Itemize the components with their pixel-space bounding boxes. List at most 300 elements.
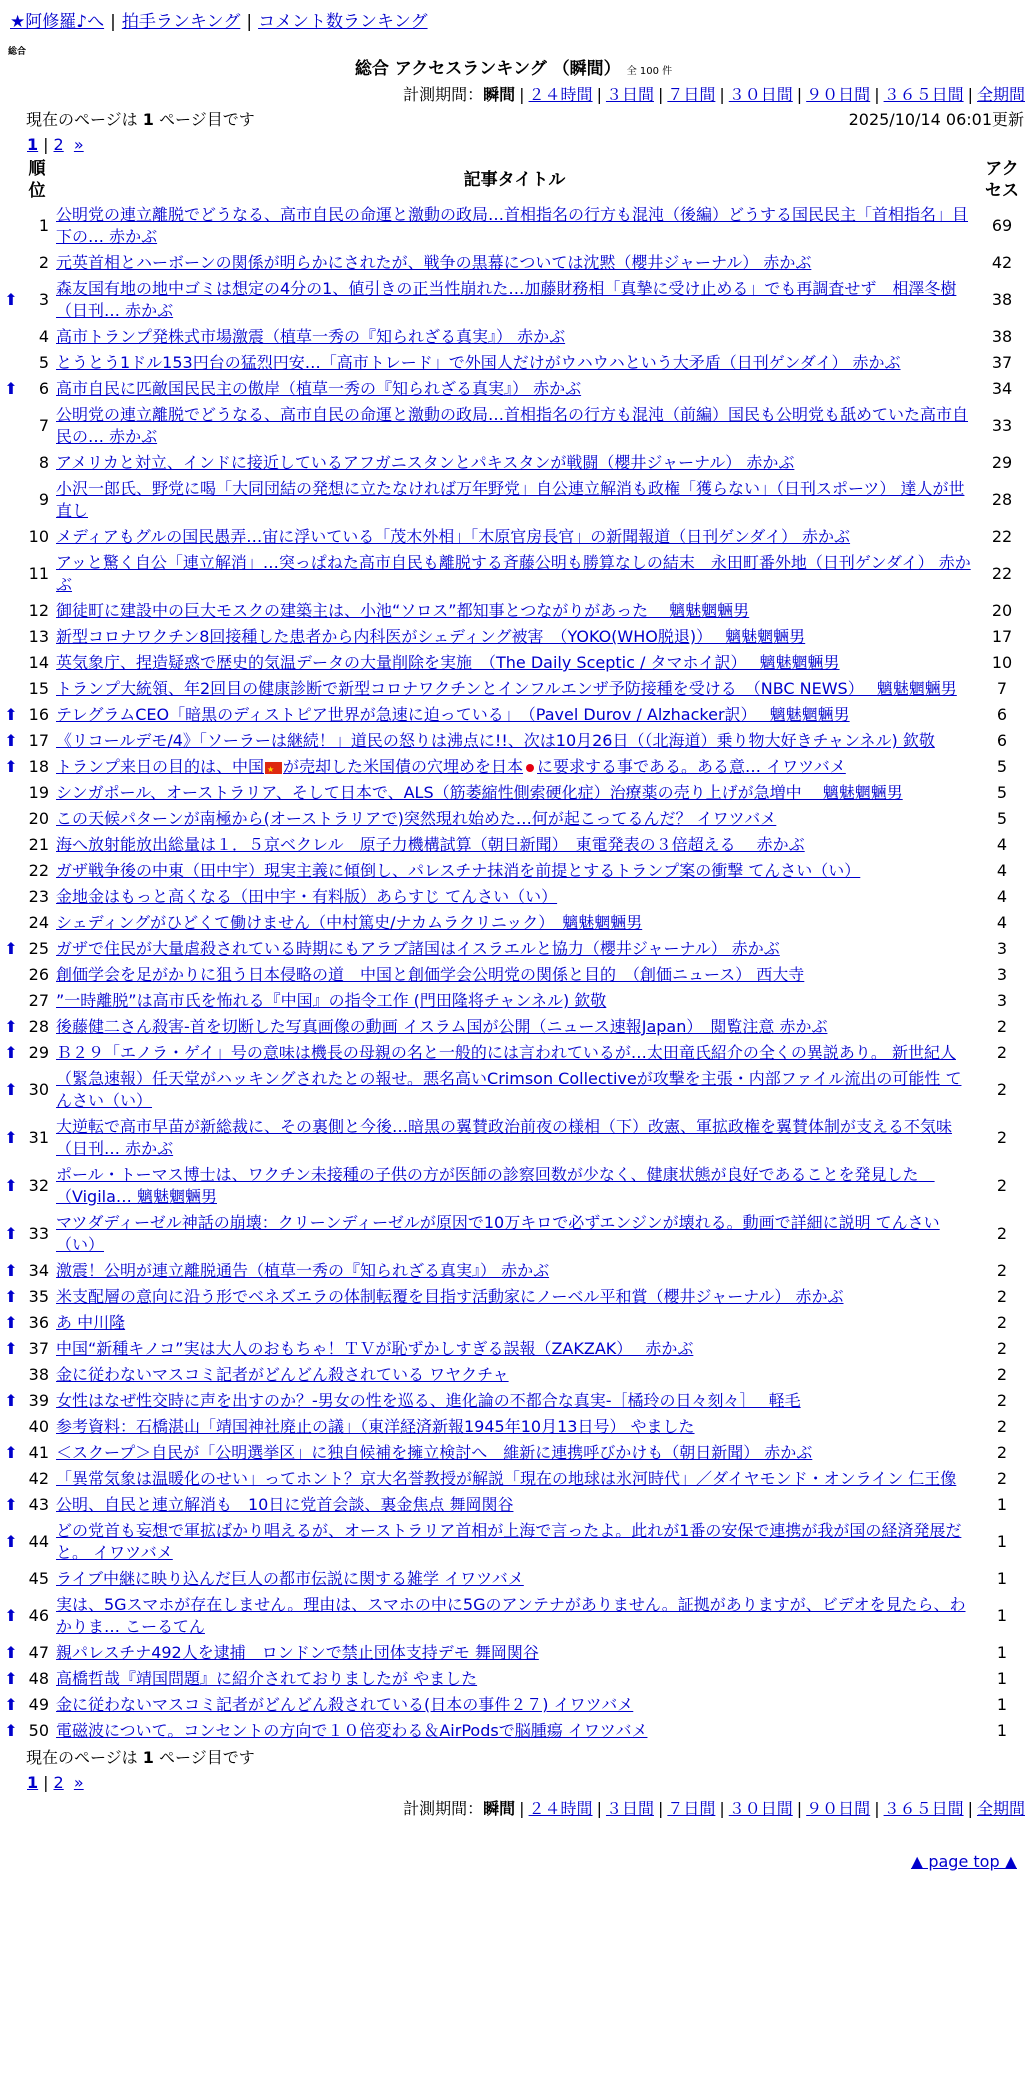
- article-link[interactable]: 小沢一郎氏、野党に喝「大同団結の発想に立たなければ万年野党」自公連立解消も政権「獲らない」（日刊スポーツ） 達人が世直し: [56, 479, 965, 520]
- rank-up-arrow-icon: ⬆: [4, 1043, 18, 1062]
- table-row: [0, 250, 1027, 276]
- access-count: 10: [991, 653, 1013, 672]
- rank-number: 13: [28, 627, 49, 646]
- rank-number: 41: [28, 1443, 49, 1462]
- article-link[interactable]: あ 中川隆: [56, 1313, 126, 1332]
- rank-change-cell: [0, 202, 22, 250]
- ranking-table: [0, 158, 1027, 1744]
- article-title-cell: [52, 1258, 977, 1284]
- rank-number: 20: [28, 809, 49, 828]
- access-count: 2: [996, 1224, 1008, 1243]
- rank-number: 6: [38, 379, 49, 398]
- access-count: 1: [996, 1643, 1008, 1662]
- article-link[interactable]: 米支配層の意向に沿う形でベネズエラの体制転覆を目指す活動家にノーベル平和賞（櫻井ジャーナル） 赤かぶ: [56, 1287, 844, 1306]
- rank-change-cell: [0, 1566, 22, 1592]
- rank-number: 21: [28, 835, 49, 854]
- table-row: [0, 1388, 1027, 1414]
- period-link[interactable]: ９０日間: [806, 1799, 871, 1818]
- rank-number: 28: [28, 1017, 49, 1036]
- rank-number: 30: [28, 1080, 49, 1099]
- table-row: [0, 550, 1027, 598]
- access-count: 3: [996, 939, 1008, 958]
- access-count: 7: [996, 679, 1008, 698]
- rank-number: 38: [28, 1365, 49, 1384]
- table-row: [0, 1114, 1027, 1162]
- article-link[interactable]: 森友国有地の地中ゴミは想定の4分の1、値引きの正当性崩れた…加藤財務相「真摯に受け止める」でも再調査せず 相澤冬樹（日刊… 赤かぶ: [56, 279, 957, 320]
- article-title-cell: [52, 1310, 977, 1336]
- period-separator: |: [719, 85, 725, 104]
- nav-separator: |: [110, 12, 116, 32]
- article-title-cell: [52, 250, 977, 276]
- article-link[interactable]: 金に従わないマスコミ記者がどんどん殺されている ワヤクチャ: [56, 1365, 509, 1384]
- article-link[interactable]: この天候パターンが南極から(オーストラリアで)突然現れ始めた…何が起こってるんだ？ イワツバメ: [56, 809, 777, 828]
- period-link[interactable]: ７日間: [667, 85, 716, 104]
- clap-ranking-link[interactable]: 拍手ランキング: [121, 12, 241, 32]
- rank-change-cell: [0, 936, 22, 962]
- table-row: [0, 376, 1027, 402]
- article-link[interactable]: 《リコールデモ/4》「ソーラーは継続！」道民の怒りは沸点に!!、次は10月26日（（北海道）乗り物大好きチャンネル) 欽敬: [56, 731, 935, 750]
- next-page-link[interactable]: »: [73, 135, 84, 154]
- rank-change-cell: [0, 858, 22, 884]
- article-link[interactable]: ＜スクープ＞自民が「公明選挙区」に独自候補を擁立検討へ 維新に連携呼びかけも（朝日新聞） 赤かぶ: [56, 1443, 813, 1462]
- rank-number: 5: [38, 353, 49, 372]
- access-count: 2: [996, 1469, 1008, 1488]
- access-count: 33: [991, 416, 1013, 435]
- rank-change-cell: [0, 550, 22, 598]
- rank-change-cell: [0, 1362, 22, 1388]
- access-count: 6: [996, 705, 1008, 724]
- table-row: [0, 598, 1027, 624]
- period-separator: |: [796, 1799, 803, 1818]
- article-link[interactable]: 金地金はもっと高くなる（田中宇・有料版）あらすじ てんさい（い）: [56, 887, 558, 906]
- rank-up-arrow-icon: ⬆: [4, 939, 18, 958]
- table-row: [0, 780, 1027, 806]
- article-link[interactable]: 高橋哲哉『靖国問題』に紹介されておりましたが やました: [56, 1669, 478, 1688]
- article-title-cell: [52, 450, 977, 476]
- rank-number: 27: [28, 991, 49, 1010]
- access-count: 28: [991, 490, 1013, 509]
- article-title-cell: [52, 1718, 977, 1744]
- current-page-text: 現在のページは 1 ページ目です: [26, 1748, 255, 1767]
- article-title-cell: [52, 1440, 977, 1466]
- article-link[interactable]: 「異常気象は温暖化のせい」ってホント？京大名誉教授が解説「現在の地球は氷河時代」／ダイヤモンド・オンライン 仁王像: [56, 1469, 957, 1488]
- article-link[interactable]: ガザ戦争後の中東（田中宇）現実主義に傾倒し、パレスチナ抹消を前提とするトランプ案の衝撃 てんさい（い）: [56, 861, 861, 880]
- period-link[interactable]: ３日間: [605, 1799, 654, 1818]
- table-row: [0, 1440, 1027, 1466]
- table-row: [0, 1566, 1027, 1592]
- rank-change-cell: [0, 1114, 22, 1162]
- access-count: 69: [991, 216, 1013, 235]
- article-title-cell: [52, 702, 977, 728]
- rank-number: 12: [28, 601, 49, 620]
- comment-ranking-link[interactable]: コメント数ランキング: [258, 12, 428, 32]
- article-link[interactable]: （緊急速報）任天堂がハッキングされたとの報せ。悪名高いCrimson Collectiveが攻撃を主張・内部ファイル流出の可能性 てんさい（い）: [56, 1069, 962, 1110]
- page-1-link[interactable]: 1: [27, 1773, 39, 1792]
- table-row: [0, 1210, 1027, 1258]
- table-row: [0, 1162, 1027, 1210]
- access-count: 4: [996, 861, 1008, 880]
- rank-number: 45: [28, 1569, 49, 1588]
- rank-change-cell: [0, 832, 22, 858]
- table-row: [0, 936, 1027, 962]
- pager-separator: |: [43, 135, 49, 154]
- period-current: 瞬間: [483, 1799, 516, 1818]
- access-count: 5: [996, 783, 1008, 802]
- rank-change-cell: [0, 806, 22, 832]
- table-row: [0, 910, 1027, 936]
- table-row: [0, 1666, 1027, 1692]
- article-link[interactable]: トランプ大統領、年2回目の健康診断で新型コロナワクチンとインフルエンザ予防接種を受ける （NBC NEWS） 魑魅魍魎男: [56, 679, 957, 698]
- rank-change-cell: [0, 676, 22, 702]
- article-title-cell: [52, 1040, 977, 1066]
- rank-change-cell: [0, 1040, 22, 1066]
- rank-change-cell: [0, 402, 22, 450]
- article-link[interactable]: シェディングがひどくて働けません（中村篤史/ナカムラクリニック） 魑魅魍魎男: [56, 913, 643, 932]
- rank-number: 44: [28, 1532, 49, 1551]
- table-row: [0, 1692, 1027, 1718]
- article-link[interactable]: ライブ中継に映り込んだ巨人の都市伝説に関する雑学 イワツバメ: [56, 1569, 524, 1588]
- table-row: [0, 858, 1027, 884]
- table-row: [0, 728, 1027, 754]
- article-title-cell: [52, 1014, 977, 1040]
- access-count: 3: [996, 965, 1008, 984]
- article-link[interactable]: 元英首相とハーボーンの関係が明らかにされたが、戦争の黒幕については沈黙（櫻井ジャーナル） 赤かぶ: [56, 253, 812, 272]
- article-link[interactable]: メディアもグルの国民愚弄…宙に浮いている「茂木外相」「木原官房長官」の新聞報道（日刊ゲンダイ） 赤かぶ: [56, 527, 851, 546]
- article-link[interactable]: シンガポール、オーストラリア、そして日本で、ALS（筋萎縮性側索硬化症）治療薬の売り上げが急増中 魑魅魍魎男: [56, 783, 903, 802]
- rank-up-arrow-icon: ⬆: [4, 1261, 18, 1280]
- pager-top: [0, 132, 1027, 158]
- article-link[interactable]: 大逆転で高市早苗が新総裁に、その裏側と今後…暗黒の翼賛政治前夜の様相（下）改憲、軍拡政権を翼賛体制が支える不気味（日刊… 赤かぶ: [56, 1117, 953, 1158]
- rank-number: 40: [28, 1417, 49, 1436]
- rank-up-arrow-icon: ⬆: [4, 1695, 18, 1714]
- article-link[interactable]: 親パレスチナ492人を逮捕 ロンドンで禁止団体支持デモ 舞岡関谷: [56, 1643, 539, 1662]
- article-link[interactable]: トランプ来日の目的は、中国★ が売却した米国債の穴埋めを日本 に要求する事である。ある意… イワツバメ: [56, 757, 846, 776]
- page-title: 総合 アクセスランキング （瞬間）: [354, 59, 621, 79]
- period-link[interactable]: ３日間: [605, 85, 654, 104]
- rank-change-cell: [0, 1066, 22, 1114]
- rank-number: 9: [38, 490, 49, 509]
- page-2-link[interactable]: 2: [53, 135, 64, 154]
- rank-up-arrow-icon: ⬆: [4, 1128, 18, 1147]
- table-row: [0, 1592, 1027, 1640]
- rank-up-arrow-icon: ⬆: [4, 1643, 18, 1662]
- rank-change-cell: [0, 1518, 22, 1566]
- access-count: 2: [996, 1176, 1008, 1195]
- article-link[interactable]: 参考資料：石橋湛山「靖国神社廃止の議」（東洋経済新報1945年10月13日号） やました: [56, 1417, 695, 1436]
- access-count: 1: [996, 1721, 1008, 1740]
- rank-number: 18: [28, 757, 49, 776]
- rank-change-cell: [0, 780, 22, 806]
- rank-change-cell: [0, 702, 22, 728]
- article-title-cell: [52, 650, 977, 676]
- period-separator: |: [967, 1799, 973, 1818]
- board-label: 総合: [8, 47, 27, 57]
- article-link[interactable]: マツダディーゼル神話の崩壊：クリーンディーゼルが原因で10万キロで必ずエンジンが壊れる。動画で詳細に説明 てんさい（い）: [56, 1213, 940, 1254]
- rank-number: 2: [38, 253, 49, 272]
- rank-number: 14: [28, 653, 49, 672]
- period-link[interactable]: ９０日間: [806, 85, 871, 104]
- access-count: 4: [996, 887, 1008, 906]
- access-count: 22: [991, 564, 1013, 583]
- article-link[interactable]: どの党首も妄想で軍拡ばかり唱えるが、オーストラリア首相が上海で言ったよ。此れが1番の安保で連携が我が国の経済発展だと。 イワツバメ: [56, 1521, 962, 1562]
- period-selector-bottom: [0, 1796, 1027, 1822]
- rank-up-arrow-icon: ⬆: [4, 1017, 18, 1036]
- updated-timestamp: 2025/10/14 06:01更新: [848, 110, 1024, 129]
- period-link[interactable]: ３６５日間: [883, 85, 964, 104]
- rank-change-cell: [0, 598, 22, 624]
- article-link[interactable]: テレグラムCEO「暗黒のディストピア世界が急速に迫っている」 （Pavel Durov / Alzhacker訳） 魑魅魍魎男: [56, 705, 850, 724]
- rank-change-cell: [0, 1388, 22, 1414]
- title-column-header: 記事タイトル: [463, 170, 566, 190]
- access-count: 34: [991, 379, 1013, 398]
- rank-change-cell: [0, 476, 22, 524]
- rank-change-cell: [0, 1258, 22, 1284]
- rank-up-arrow-icon: ⬆: [4, 1495, 18, 1514]
- access-count: 6: [996, 731, 1008, 750]
- article-title-cell: [52, 1414, 977, 1440]
- period-link[interactable]: ３０日間: [728, 85, 793, 104]
- rank-number: 39: [28, 1391, 49, 1410]
- rank-number: 15: [28, 679, 49, 698]
- rank-up-arrow-icon: ⬆: [4, 1669, 18, 1688]
- article-title-cell: [52, 1492, 977, 1518]
- article-title-cell: [52, 806, 977, 832]
- table-row: [0, 754, 1027, 780]
- rank-up-arrow-icon: ⬆: [4, 290, 18, 309]
- home-link[interactable]: ★阿修羅♪へ: [10, 12, 105, 32]
- table-row: [0, 1362, 1027, 1388]
- article-title-cell: [52, 1640, 977, 1666]
- rank-up-arrow-icon: ⬆: [4, 1313, 18, 1332]
- rank-change-cell: [0, 962, 22, 988]
- period-link[interactable]: ２４時間: [528, 85, 593, 104]
- rank-number: 16: [28, 705, 49, 724]
- table-row: [0, 1040, 1027, 1066]
- article-title-cell: [52, 728, 977, 754]
- rank-change-cell: [0, 910, 22, 936]
- access-count: 1: [996, 1569, 1008, 1588]
- rank-number: 17: [28, 731, 49, 750]
- article-title-cell: [52, 1466, 977, 1492]
- rank-change-cell: [0, 1284, 22, 1310]
- period-link[interactable]: 全期間: [976, 1799, 1025, 1818]
- access-count: 2: [996, 1391, 1008, 1410]
- rank-number: 3: [38, 290, 49, 309]
- rank-change-cell: [0, 376, 22, 402]
- article-link[interactable]: Ｂ２９「エノラ・ゲイ」号の意味は機長の母親の名と一般的には言われているが…太田竜氏紹介の全くの異説あり。 新世紀人: [56, 1043, 956, 1062]
- period-separator: |: [596, 85, 602, 104]
- nav-separator: |: [246, 12, 253, 32]
- period-link[interactable]: ３６５日間: [883, 1799, 964, 1818]
- article-title-cell: [52, 1666, 977, 1692]
- article-title-cell: [52, 1210, 977, 1258]
- rank-number: 24: [28, 913, 49, 932]
- table-row: [0, 1310, 1027, 1336]
- rank-number: 50: [28, 1721, 49, 1740]
- article-link[interactable]: ”一時離脱”は高市氏を怖れる『中国』の指令工作 (門田隆将チャンネル) 欽敬: [56, 991, 607, 1010]
- rank-change-cell: [0, 1640, 22, 1666]
- table-row: [0, 324, 1027, 350]
- rank-up-arrow-icon: ⬆: [4, 731, 18, 750]
- rank-number: 10: [28, 527, 49, 546]
- table-row: [0, 1492, 1027, 1518]
- article-title-cell: [52, 350, 977, 376]
- access-count: 38: [991, 290, 1013, 309]
- rank-up-arrow-icon: ⬆: [4, 1080, 18, 1099]
- article-link[interactable]: アッと驚く自公「連立解消」…突っぱねた高市自民も離脱する斉藤公明も勝算なしの結末 永田町番外地（日刊ゲンダイ） 赤かぶ: [56, 553, 971, 594]
- table-row: [0, 450, 1027, 476]
- article-link[interactable]: 女性はなぜ性交時に声を出すのか？-男女の性を巡る、進化論の不都合な真実-［橘玲の日々刻々］ 軽毛: [56, 1391, 801, 1410]
- rank-number: 42: [28, 1469, 49, 1488]
- rank-change-cell: [0, 450, 22, 476]
- rank-up-arrow-icon: ⬆: [4, 1224, 18, 1243]
- article-link[interactable]: 電磁波について。コンセントの方向で１０倍変わる＆AirPodsで脳腫瘍 イワツバメ: [56, 1721, 648, 1740]
- status-row-bottom: [0, 1746, 1027, 1770]
- rank-up-arrow-icon: ⬆: [4, 1391, 18, 1410]
- article-link[interactable]: とうとう1ドル153円台の猛烈円安…「高市トレード」で外国人だけがウハウハという大矛盾（日刊ゲンダイ） 赤かぶ: [56, 353, 901, 372]
- article-link[interactable]: 公明党の連立離脱でどうなる、高市自民の命運と激動の政局…首相指名の行方も混沌（後編）どうする国民民主「首相指名」目下の… 赤かぶ: [56, 205, 969, 246]
- article-link[interactable]: 御徒町に建設中の巨大モスクの建築主は、小池“ソロス”都知事とつながりがあった 魑魅魍魎男: [56, 601, 750, 620]
- table-row: [0, 350, 1027, 376]
- article-title-cell: [52, 1114, 977, 1162]
- total-count: 全 100 件: [626, 66, 673, 77]
- period-label: 計測期間：: [403, 1799, 484, 1818]
- access-count: 2: [996, 1043, 1008, 1062]
- table-row: [0, 884, 1027, 910]
- access-count: 38: [991, 327, 1013, 346]
- article-link[interactable]: 実は、5Gスマホが存在しません。理由は、スマホの中に5Gのアンテナがありません。証拠がありますが、ビデオを見たら、わかりま… こーるてん: [56, 1595, 966, 1636]
- rank-change-cell: [0, 650, 22, 676]
- table-row: [0, 1718, 1027, 1744]
- table-row: [0, 202, 1027, 250]
- article-link[interactable]: 公明党の連立離脱でどうなる、高市自民の命運と激動の政局…首相指名の行方も混沌（前編）国民も公明党も舐めていた高市自民の… 赤かぶ: [56, 405, 969, 446]
- article-title-cell: [52, 962, 977, 988]
- rank-change-cell: [0, 624, 22, 650]
- access-count: 4: [996, 835, 1008, 854]
- access-count: 1: [996, 1606, 1008, 1625]
- period-link[interactable]: ７日間: [667, 1799, 716, 1818]
- table-row: [0, 988, 1027, 1014]
- rank-change-cell: [0, 1014, 22, 1040]
- access-count: 2: [996, 1080, 1008, 1099]
- rank-up-arrow-icon: ⬆: [4, 1721, 18, 1740]
- access-count: 5: [996, 757, 1008, 776]
- table-row: [0, 1014, 1027, 1040]
- rank-number: 4: [38, 327, 49, 346]
- rank-number: 34: [28, 1261, 49, 1280]
- article-link[interactable]: アメリカと対立、インドに接近しているアフガニスタンとパキスタンが戦闘（櫻井ジャーナル） 赤かぶ: [56, 453, 795, 472]
- article-title-cell: [52, 1518, 977, 1566]
- access-count: 1: [996, 1532, 1008, 1551]
- period-separator: |: [874, 1799, 880, 1818]
- article-link[interactable]: 後藤健二さん殺害-首を切断した写真画像の動画 イスラム国が公開（ニュース速報Japan） 閲覧注意 赤かぶ: [56, 1017, 828, 1036]
- rank-number: 1: [38, 216, 49, 235]
- table-header-row: [0, 158, 1027, 202]
- article-title-cell: [52, 858, 977, 884]
- period-separator: |: [657, 85, 664, 104]
- rank-change-cell: [0, 1440, 22, 1466]
- article-title-cell: [52, 1162, 977, 1210]
- table-row: [0, 1066, 1027, 1114]
- article-link[interactable]: 高市自民に匹敵国民民主の傲岸（植草一秀の『知られざる真実』） 赤かぶ: [56, 379, 582, 398]
- article-link[interactable]: 中国“新種キノコ”実は大人のおもちゃ！ＴＶが恥ずかしすぎる誤報（ZAKZAK） 赤かぶ: [56, 1339, 694, 1358]
- article-title-cell: [52, 1066, 977, 1114]
- article-title-cell: [52, 1388, 977, 1414]
- rank-change-cell: [0, 1592, 22, 1640]
- period-separator: |: [657, 1799, 664, 1818]
- access-count: 3: [996, 991, 1008, 1010]
- next-page-link[interactable]: »: [73, 1773, 84, 1792]
- rank-number: 43: [28, 1495, 49, 1514]
- rank-number: 22: [28, 861, 49, 880]
- page-1-link[interactable]: 1: [27, 135, 39, 154]
- rank-number: 26: [28, 965, 49, 984]
- article-title-cell: [52, 376, 977, 402]
- article-link[interactable]: 金に従わないマスコミ記者がどんどん殺されている(日本の事件２７) イワツバメ: [56, 1695, 634, 1714]
- article-link[interactable]: 高市トランプ発株式市場激震（植草一秀の『知られざる真実』） 赤かぶ: [56, 327, 566, 346]
- period-separator: |: [519, 85, 525, 104]
- rank-number: 23: [28, 887, 49, 906]
- article-title-cell: [52, 884, 977, 910]
- article-link[interactable]: 創価学会を足がかりに狙う日本侵略の道 中国と創価学会公明党の関係と目的 （創価ニュース） 西大寺: [56, 965, 805, 984]
- rank-number: 29: [28, 1043, 49, 1062]
- period-separator: |: [719, 1799, 725, 1818]
- table-row: [0, 1284, 1027, 1310]
- page-top-link[interactable]: ▲ page top ▲: [910, 1852, 1017, 1871]
- access-count: 29: [991, 453, 1013, 472]
- article-link[interactable]: 激震！公明が連立離脱通告（植草一秀の『知られざる真実』） 赤かぶ: [56, 1261, 550, 1280]
- rank-change-cell: [0, 1336, 22, 1362]
- article-title-cell: [52, 780, 977, 806]
- period-link[interactable]: 全期間: [976, 85, 1025, 104]
- article-link[interactable]: 海へ放射能放出総量は１．５京ベクレル 原子力機構試算（朝日新聞） 東電発表の３倍超える 赤かぶ: [56, 835, 805, 854]
- access-count: 2: [996, 1017, 1008, 1036]
- rank-number: 48: [28, 1669, 49, 1688]
- rank-number: 19: [28, 783, 49, 802]
- rank-number: 31: [28, 1128, 49, 1147]
- access-count: 17: [991, 627, 1013, 646]
- article-title-cell: [52, 676, 977, 702]
- rank-change-cell: [0, 728, 22, 754]
- page-2-link[interactable]: 2: [53, 1773, 64, 1792]
- table-row: [0, 276, 1027, 324]
- article-link[interactable]: 公明、自民と連立解消も 10日に党首会談、裏金焦点 舞岡関谷: [56, 1495, 514, 1514]
- rank-change-cell: [0, 1310, 22, 1336]
- access-count: 2: [996, 1365, 1008, 1384]
- top-navigation: [0, 0, 1027, 36]
- article-link[interactable]: ガザで住民が大量虐殺されている時期にもアラブ諸国はイスラエルと協力（櫻井ジャーナル） 赤かぶ: [56, 939, 780, 958]
- article-title-cell: [52, 524, 977, 550]
- period-link[interactable]: ２４時間: [528, 1799, 593, 1818]
- rank-change-cell: [0, 324, 22, 350]
- table-row: [0, 832, 1027, 858]
- rank-change-cell: [0, 1692, 22, 1718]
- access-count: 4: [996, 913, 1008, 932]
- article-title-cell: [52, 324, 977, 350]
- article-link[interactable]: 新型コロナワクチン8回接種した患者から内科医がシェディング被害 （YOKO(WHO脱退)） 魑魅魍魎男: [56, 627, 806, 646]
- rank-change-cell: [0, 1666, 22, 1692]
- article-link[interactable]: ポール・トーマス博士は、ワクチン未接種の子供の方が医師の診察回数が少なく、健康状態が良好であることを発見した （Vigila… 魑魅魍魎男: [56, 1165, 935, 1206]
- table-row: [0, 624, 1027, 650]
- period-link[interactable]: ３０日間: [728, 1799, 793, 1818]
- table-row: [0, 1258, 1027, 1284]
- article-title-cell: [52, 1362, 977, 1388]
- table-row: [0, 476, 1027, 524]
- access-count: 2: [996, 1339, 1008, 1358]
- rank-up-arrow-icon: ⬆: [4, 1287, 18, 1306]
- article-link[interactable]: 英気象庁、捏造疑惑で歴史的気温データの大量削除を実施 （The Daily Sceptic / タマホイ訳） 魑魅魍魎男: [56, 653, 840, 672]
- access-count: 2: [996, 1128, 1008, 1147]
